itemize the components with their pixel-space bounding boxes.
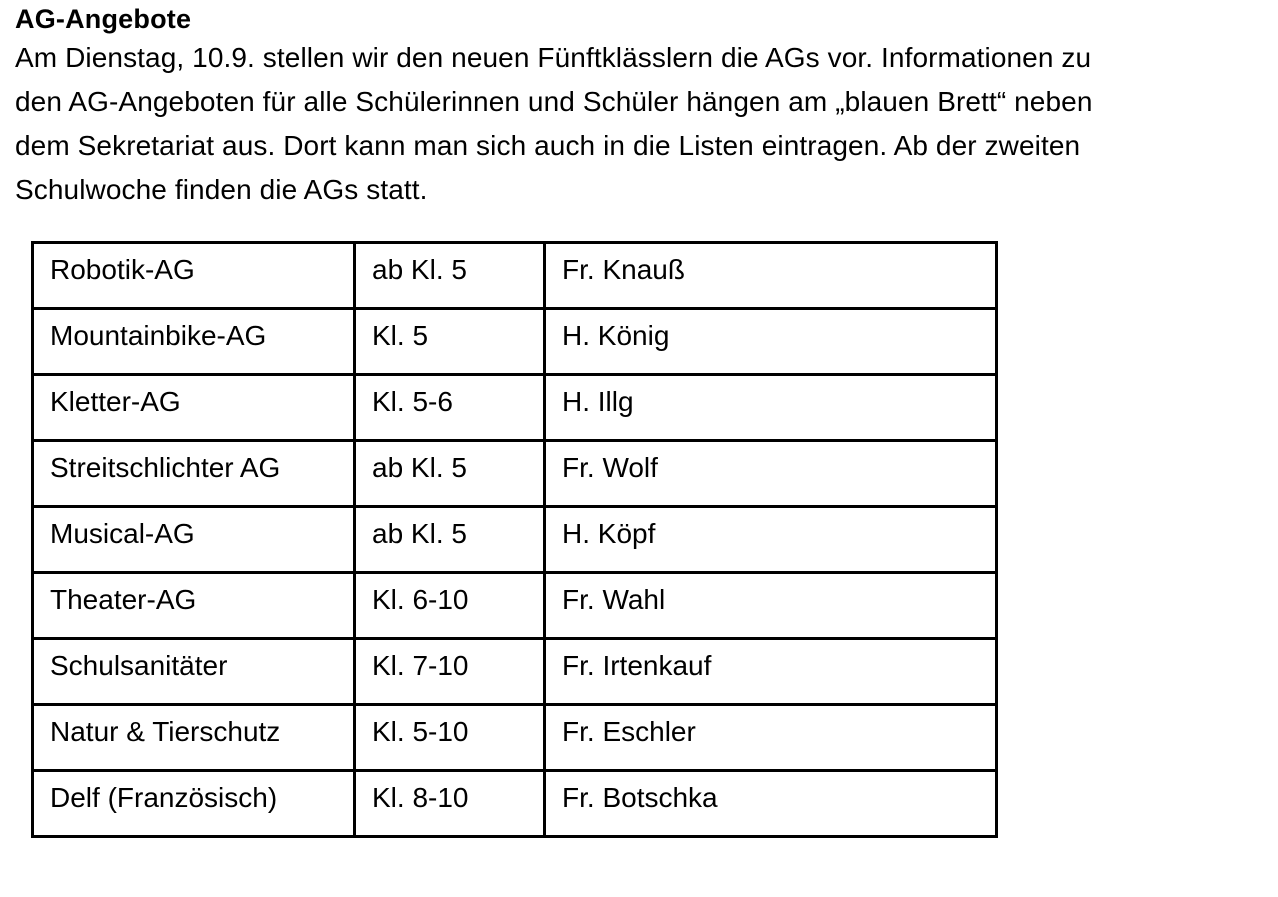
ag-name-cell: Kletter-AG bbox=[33, 375, 355, 441]
table-row bbox=[33, 309, 997, 375]
grade-cell: Kl. 5-6 bbox=[355, 375, 545, 441]
teacher-cell: Fr. Knauß bbox=[545, 243, 997, 309]
teacher-cell: H. Köpf bbox=[545, 507, 997, 573]
grade-cell: Kl. 5-10 bbox=[355, 705, 545, 771]
ag-name-cell: Theater-AG bbox=[33, 573, 355, 639]
ag-name-cell: Robotik-AG bbox=[33, 243, 355, 309]
ag-name-cell: Natur & Tierschutz bbox=[33, 705, 355, 771]
teacher-cell: Fr. Botschka bbox=[545, 771, 997, 837]
ag-name-cell: Streitschlichter AG bbox=[33, 441, 355, 507]
ag-name-cell: Mountainbike-AG bbox=[33, 309, 355, 375]
grade-cell: Kl. 8-10 bbox=[355, 771, 545, 837]
intro-line: Am Dienstag, 10.9. stellen wir den neuen Fünftklässlern die AGs vor. Informationen zu bbox=[15, 42, 1092, 73]
intro-line: den AG-Angeboten für alle Schülerinnen und Schüler hängen am „blauen Brett“ neben bbox=[15, 86, 1093, 117]
intro-line: dem Sekretariat aus. Dort kann man sich auch in die Listen eintragen. Ab der zweiten bbox=[15, 130, 1081, 161]
teacher-cell: Fr. Wahl bbox=[545, 573, 997, 639]
table-row bbox=[33, 375, 997, 441]
teacher-cell: Fr. Eschler bbox=[545, 705, 997, 771]
teacher-cell: H. Illg bbox=[545, 375, 997, 441]
grade-cell: Kl. 6-10 bbox=[355, 573, 545, 639]
grade-cell: ab Kl. 5 bbox=[355, 441, 545, 507]
teacher-cell: Fr. Irtenkauf bbox=[545, 639, 997, 705]
teacher-cell: H. König bbox=[545, 309, 997, 375]
table-row bbox=[33, 771, 997, 837]
table-row bbox=[33, 441, 997, 507]
grade-cell: Kl. 7-10 bbox=[355, 639, 545, 705]
teacher-cell: Fr. Wolf bbox=[545, 441, 997, 507]
page-title: AG-Angebote bbox=[15, 4, 192, 34]
table-row bbox=[33, 507, 997, 573]
grade-cell: ab Kl. 5 bbox=[355, 243, 545, 309]
table-row bbox=[33, 639, 997, 705]
document bbox=[15, 0, 1270, 212]
grade-cell: ab Kl. 5 bbox=[355, 507, 545, 573]
grade-cell: Kl. 5 bbox=[355, 309, 545, 375]
intro-line: Schulwoche finden die AGs statt. bbox=[15, 174, 428, 205]
table-row bbox=[33, 573, 997, 639]
ag-name-cell: Schulsanitäter bbox=[33, 639, 355, 705]
ag-name-cell: Musical-AG bbox=[33, 507, 355, 573]
ag-table bbox=[31, 241, 998, 838]
table-row bbox=[33, 705, 997, 771]
ag-name-cell: Delf (Französisch) bbox=[33, 771, 355, 837]
intro-paragraph bbox=[15, 36, 1270, 212]
table-row bbox=[33, 243, 997, 309]
